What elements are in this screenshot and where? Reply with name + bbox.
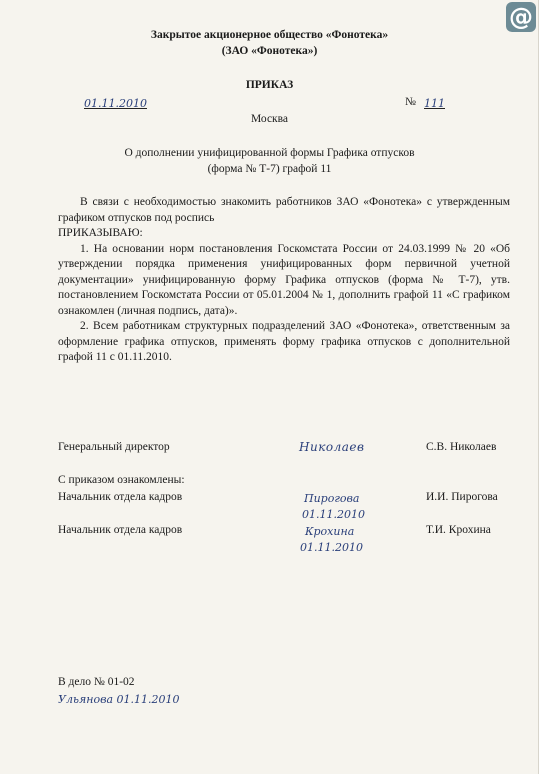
order-body	[58, 195, 510, 366]
person-name: И.И. Пирогова	[426, 491, 498, 503]
order-subject-line1: О дополнении унифицированной формы Графика отпусков	[124, 147, 415, 159]
person-title: Начальник отдела кадров	[58, 491, 183, 503]
person-signature-date: 01.11.2010	[300, 541, 363, 554]
director-name: С.В. Николаев	[426, 441, 497, 453]
file-signature: Ульянова 01.11.2010	[58, 693, 180, 706]
acquainted-label: С приказом ознакомлены:	[58, 474, 185, 486]
person-name: Т.И. Крохина	[426, 524, 491, 536]
intro-paragraph: В связи с необходимостью знакомить работников ЗАО «Фонотека» с утвержденным графиком отпусков под роспись	[58, 196, 510, 224]
person-title: Начальник отдела кадров	[58, 524, 183, 536]
company-name: Закрытое акционерное общество «Фонотека»	[150, 29, 389, 41]
person-signature-date: 01.11.2010	[302, 508, 365, 521]
logo-icon[interactable]: @	[506, 2, 536, 32]
order-number-label: №	[405, 96, 416, 108]
order-number: 111	[424, 97, 445, 110]
order-item-2: 2. Всем работникам структурных подразделений ЗАО «Фонотека», ответственным за оформление графика отпусков, применять форму графика отпусков с дополнительной графой 11 с 01.11.2010.	[58, 320, 510, 363]
document-title: ПРИКАЗ	[245, 79, 294, 91]
person-signature: Крохина	[305, 525, 355, 538]
order-subject-line2: (форма № Т-7) графой 11	[207, 163, 332, 175]
order-item-1: 1. На основании норм постановления Госкомстата России от 24.03.1999 № 20 «Об утверждении порядка применения унифицированных форм первичной учетной документации» унифицированную форму Графика отпусков (форма № Т-7), утв. постановлением Госкомстата России от 05.01.2004 № 1, дополнить графой 11 «С графиком ознакомлен (личная подпись, дата)».	[58, 242, 510, 317]
order-date: 01.11.2010	[84, 97, 147, 110]
command-word: ПРИКАЗЫВАЮ:	[58, 227, 143, 239]
director-title: Генеральный директор	[58, 441, 170, 453]
file-note: В дело № 01-02	[58, 676, 135, 688]
order-city: Москва	[250, 113, 289, 125]
company-short-name: (ЗАО «Фонотека»)	[221, 45, 318, 57]
director-signature: Николаев	[299, 440, 365, 454]
person-signature: Пирогова	[304, 492, 360, 505]
